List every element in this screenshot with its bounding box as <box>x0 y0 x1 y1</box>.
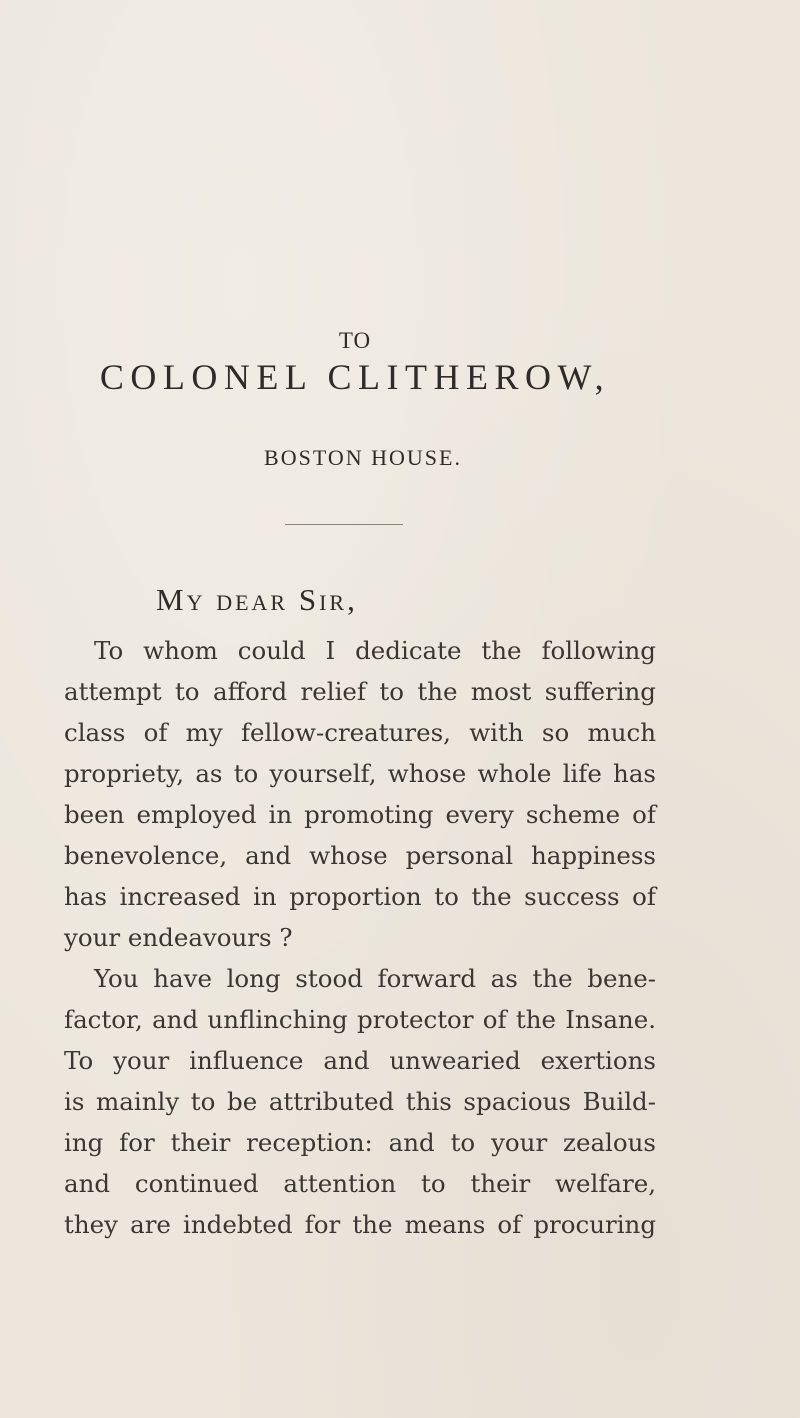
body-line: You have long stood forward as the bene- <box>94 964 656 993</box>
letter-body <box>64 630 656 1245</box>
body-line: ing for their reception: and to your zealous <box>64 1128 656 1157</box>
body-line: been employed in promoting every scheme of <box>64 800 656 829</box>
section-divider <box>285 524 403 525</box>
body-line: your endeavours ? <box>64 923 293 952</box>
body-line: benevolence, and whose personal happiness <box>64 841 656 870</box>
dedication-to: TO <box>338 328 372 353</box>
body-line: propriety, as to yourself, whose whole life has <box>64 759 656 788</box>
body-line: and continued attention to their welfare, <box>64 1169 656 1198</box>
body-line: factor, and unflinching protector of the Insane. <box>64 1005 656 1034</box>
body-line: To whom could I dedicate the following <box>94 636 656 665</box>
body-line: To your influence and unwearied exertions <box>64 1046 656 1075</box>
dedication-place: BOSTON HOUSE. <box>264 445 462 470</box>
letter-salutation: My dear Sir, <box>156 582 358 617</box>
body-line: has increased in proportion to the success of <box>64 882 656 911</box>
body-line: attempt to afford relief to the most suffering <box>64 677 656 706</box>
body-line: they are indebted for the means of procuring <box>64 1210 656 1239</box>
body-line: class of my fellow-creatures, with so much <box>64 718 656 747</box>
body-line: is mainly to be attributed this spacious Build- <box>64 1087 656 1116</box>
dedication-name: COLONEL CLITHEROW, <box>99 357 611 397</box>
